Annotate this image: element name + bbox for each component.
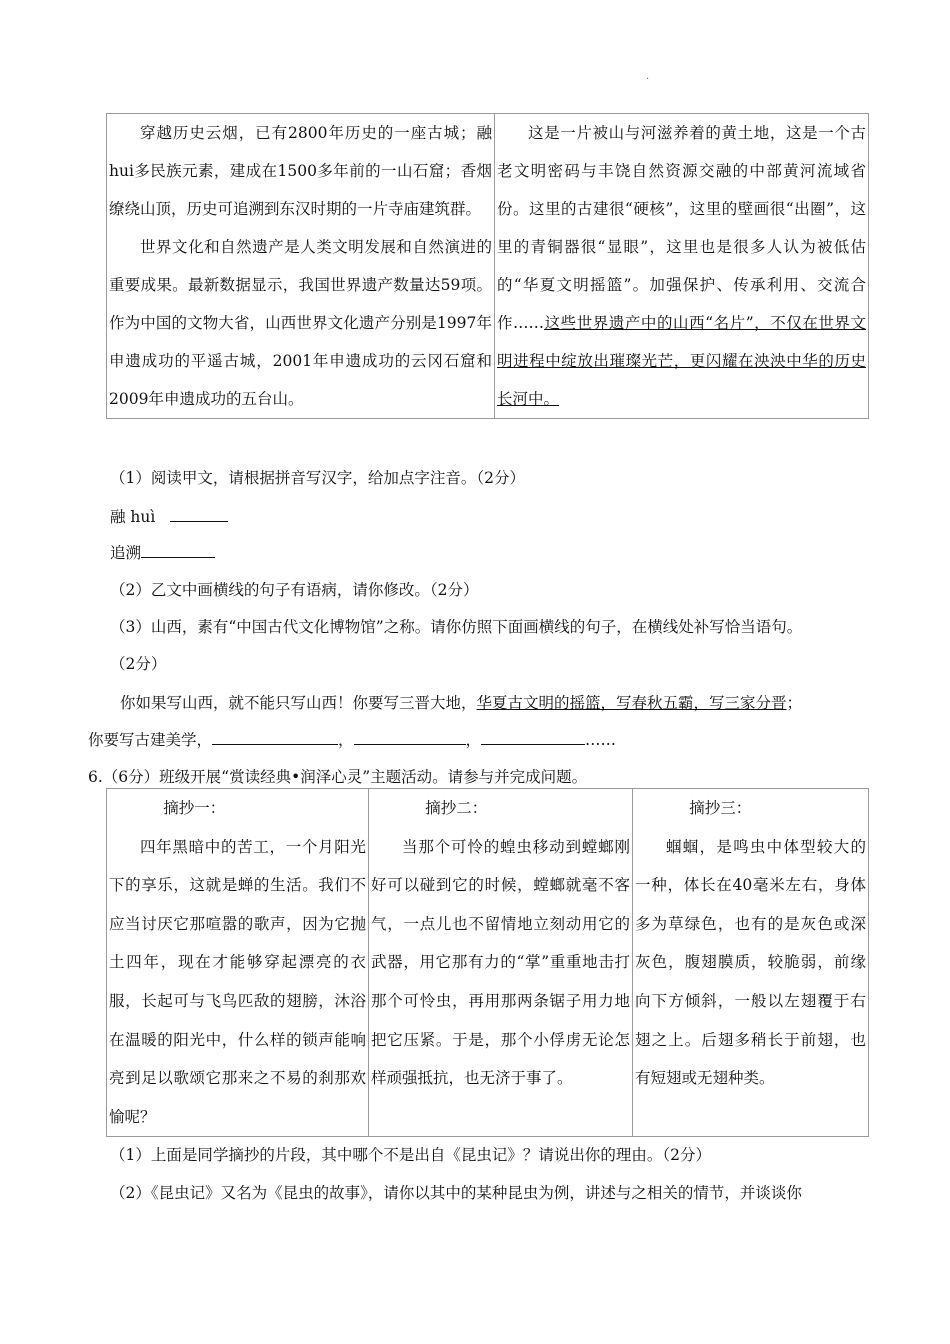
q5-sub2: （2）乙文中画横线的句子有语病，请你修改。（2分）	[110, 581, 479, 599]
q5-example-post: ；	[786, 694, 803, 712]
q5-example-pre: 你如果写山西，就不能只写山西！你要写三晋大地，	[120, 694, 477, 712]
passage-right-plain: 这是一片被山与河滋养着的黄土地，这是一个古老文明密码与丰饶自然资源交融的中部黄河流域省份。这里的古建很“硬核”，这里的壁画很“出圈”，这里的青铜器很“显眼”，这里也是很多人认为被低估的“华夏文明摇篮”。加强保护、传承利用、交流合作……	[497, 124, 866, 332]
excerpt-1-text: 四年黑暗中的苦工，一个月阳光下的享乐，这就是蝉的生活。我们不应当讨厌它那喧嚣的歌声，因为它抛土四年，现在才能够穿起漂亮的衣服，长起可与飞鸟匹敌的翅膀，沐浴在温暖的阳光中，什么样的锁声能响亮到足以歌颂它那来之不易的刹那欢愉呢？	[109, 837, 366, 1126]
q5-sub3-line2: （2分）	[110, 655, 167, 673]
excerpt-2-text: 当那个可怜的蝗虫移动到螳螂刚好可以碰到它的时候，螳螂就毫不客气，一点儿也不留情地立刻动用它的武器，用它那有力的“掌”重重地击打那个可怜虫，再用那两条锯子用力地把它压紧。于是，那个小俘虏无论怎样顽强抵抗，也无济于事了。	[371, 837, 630, 1088]
passage-left-p2: 世界文化和自然遗产是人类文明发展和自然演进的重要成果。最新数据显示，我国世界遗产数量达59项。作为中国的文物大省，山西世界文化遗产分别是1997年申遗成功的平遥古城，2001年申遗成功的云冈石窟和2009年申遗成功的五台山。	[109, 238, 492, 408]
q5-fill-sep-2: ，	[465, 731, 482, 749]
q5-fill-end: ……	[585, 731, 617, 749]
q5-fill-blank-1[interactable]	[212, 730, 338, 745]
q5-fill-blank-2[interactable]	[354, 730, 466, 745]
excerpt-cell-1	[107, 789, 369, 1137]
q6-sub2: （2）《昆虫记》又名为《昆虫的故事》，请你以其中的某种昆虫为例，讲述与之相关的情节，并谈谈你	[110, 1184, 802, 1202]
q5-example-underlined: 华夏古文明的摇篮，写春秋五霸，写三家分晋	[476, 694, 787, 712]
q5-answer-blank-a[interactable]	[170, 507, 228, 522]
q5-sub1-item-a	[110, 505, 228, 527]
excerpt-3-header: 摘抄三：	[689, 799, 752, 817]
q5-sub1-item-b	[110, 541, 215, 563]
passage-right-p	[497, 114, 866, 418]
q6-sub1: （1）上面是同学摘抄的片段，其中哪个不是出自《昆虫记》？请说出你的理由。（2分）	[110, 1146, 711, 1164]
passage-left-cell	[107, 114, 495, 419]
q5-answer-blank-b[interactable]	[141, 543, 215, 558]
excerpt-1-header: 摘抄一：	[163, 799, 226, 817]
header-dot: ·	[646, 74, 650, 85]
passage-right-cell	[495, 114, 869, 419]
q5-fill-pre: 你要写古建美学，	[88, 731, 213, 749]
excerpt-cell-2	[369, 789, 633, 1137]
passage-right-underlined: 这些世界遗产中的山西“名片”，不仅在世界文明进程中绽放出璀璨光芒，更闪耀在泱泱中华的历史长河中。	[497, 314, 866, 408]
q5-sub3-example	[120, 691, 802, 713]
excerpt-table	[106, 788, 869, 1137]
excerpt-cell-3	[633, 789, 869, 1137]
q5-sub3-fill	[88, 728, 616, 750]
q6-title: 6.（6分）班级开展“赏读经典•润泽心灵”主题活动。请参与并完成问题。	[88, 768, 588, 786]
q5-sub1: （1）阅读甲文，请根据拼音写汉字，给加点字注音。（2分）	[110, 469, 525, 487]
q5-sub3-line1: （3）山西，素有“中国古代文化博物馆”之称。请你仿照下面画横线的句子，在横线处补写恰当语句。	[110, 618, 803, 636]
excerpt-2-header: 摘抄二：	[425, 799, 488, 817]
q5-sub1-item-b-label: 追溯	[110, 544, 142, 562]
q5-fill-sep-1: ，	[338, 731, 354, 749]
q5-fill-blank-3[interactable]	[481, 730, 585, 745]
passage-table	[106, 113, 869, 419]
passage-left-p1: 穿越历史云烟，已有2800年历史的一座古城；融hui多民族元素，建成在1500多年前的一山石窟；香烟缭绕山顶，历史可追溯到东汉时期的一片寺庙建筑群。	[109, 124, 492, 218]
q5-sub1-item-a-label: 融 huì	[110, 508, 156, 526]
excerpt-3-text: 蝈蝈，是鸣虫中体型较大的一种，体长在40毫米左右，身体多为草绿色，也有的是灰色或深灰色，腹翅膜质，较脆弱，前缘向下方倾斜，一般以左翅覆于右翅之上。后翅多稍长于前翅，也有短翅或无翅种类。	[635, 837, 866, 1088]
